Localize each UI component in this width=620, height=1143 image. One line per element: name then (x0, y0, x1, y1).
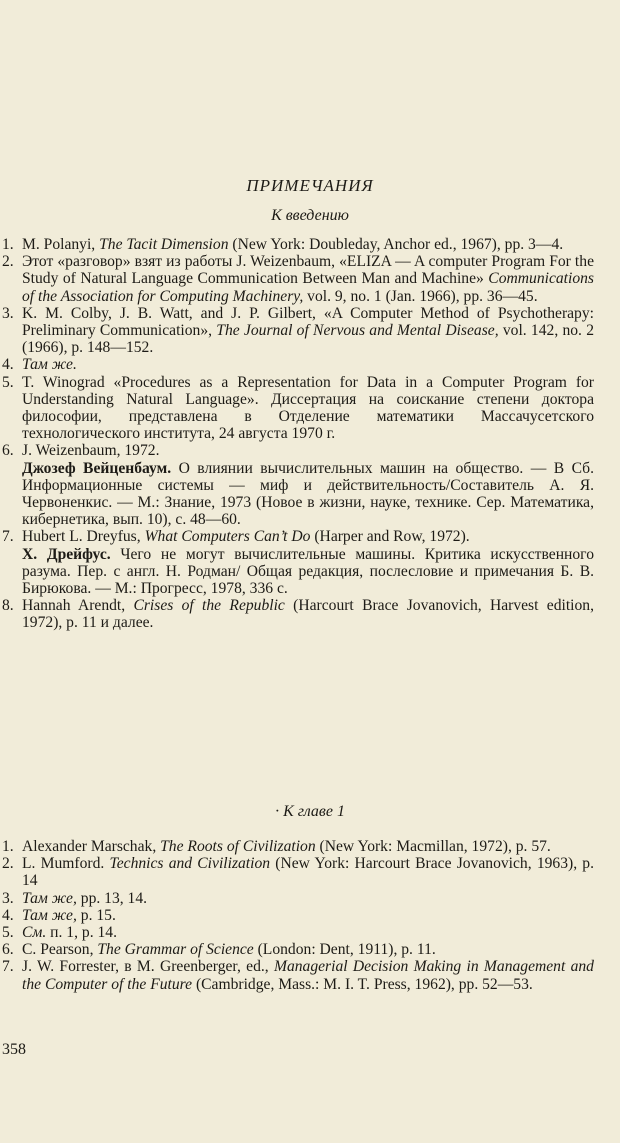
notes-list-chapter1 (0, 838, 620, 993)
note-item: 3. K. M. Colby, J. B. Watt, and J. P. Gilbert, «A Computer Method of Psychotherapy: Preliminary Communication», The Journal of Nervous and Mental Disease, vol. 142, no. 2 (1966), p. 148—152. (2, 304, 594, 357)
note-item: 6. J. Weizenbaum, 1972. (2, 442, 160, 460)
note-continuation: Джозеф Вейценбаум. О влиянии вычислительных машин на общество. — В Сб. Информационные системы — миф и действительность/Составитель А. Я. Червоненкис. — М.: Знание, 1973 (Новое в жизни, науке, технике. Сер. Математика, кибернетика, вып. 10), с. 48—60. (22, 459, 595, 529)
note-item: 5. T. Winograd «Procedures as a Representation for Data in a Computer Program for Understanding Natural Language». Диссертация на соискание степени доктора философии, представлена в Отделение математики Массачусетского технологического института, 24 августа 1970 г. (2, 373, 594, 443)
section-title-chapter1: · К главе 1 (275, 803, 345, 820)
note-item: 2. L. Mumford. Technics and Civilization (New York: Harcourt Brace Jovanovich, 1963), p. 14 (2, 855, 594, 890)
note-item: 4. Там же. (2, 356, 77, 374)
page-title: ПРИМЕЧАНИЯ (246, 176, 374, 195)
notes-list-intro (0, 236, 620, 632)
note-item: 1. Alexander Marschak, The Roots of Civilization (New York: Macmillan, 1972), p. 57. (2, 838, 551, 855)
note-continuation: Х. Дрейфус. Чего не могут вычислительные машины. Критика искусственного разума. Пер. с англ. Н. Родман/ Общая редакция, послесловие и примечания Б. В. Бирюкова. — М.: Прогресс, 1978, 336 с. (22, 545, 594, 598)
note-item: 4. Там же, p. 15. (2, 906, 116, 924)
note-item: 6. C. Pearson, The Grammar of Science (London: Dent, 1911), p. 11. (2, 941, 436, 959)
page-number: 358 (2, 1041, 26, 1058)
section-title-intro: К введению (271, 207, 349, 224)
note-item: 8. Hannah Arendt, Crises of the Republic (Harcourt Brace Jovanovich, Harvest edition, 1972), p. 11 и далее. (2, 597, 594, 632)
note-item: 3. Там же, pp. 13, 14. (2, 889, 148, 907)
note-item: 5. См. п. 1, p. 14. (2, 924, 117, 942)
note-item: 2. Этот «разговор» взят из работы J. Weizenbaum, «ELIZA — A computer Program For the Study of Natural Language Communication Between Man and Machine» Communications of the Association for Computing Machinery, vol. 9, no. 1 (Jan. 1966), pp. 36—45. (2, 253, 594, 305)
note-item: 1. M. Polanyi, The Tacit Dimension (New York: Doubleday, Anchor ed., 1967), pp. 3—4. (2, 236, 564, 253)
note-item: 7. Hubert L. Dreyfus, What Computers Can’t Do (Harper and Row, 1972). (2, 528, 470, 546)
note-item: 7. J. W. Forrester, в M. Greenberger, ed., Managerial Decision Making in Management and the Computer of the Future (Cambridge, Mass.: M. I. T. Press, 1962), pp. 52—53. (2, 958, 594, 993)
